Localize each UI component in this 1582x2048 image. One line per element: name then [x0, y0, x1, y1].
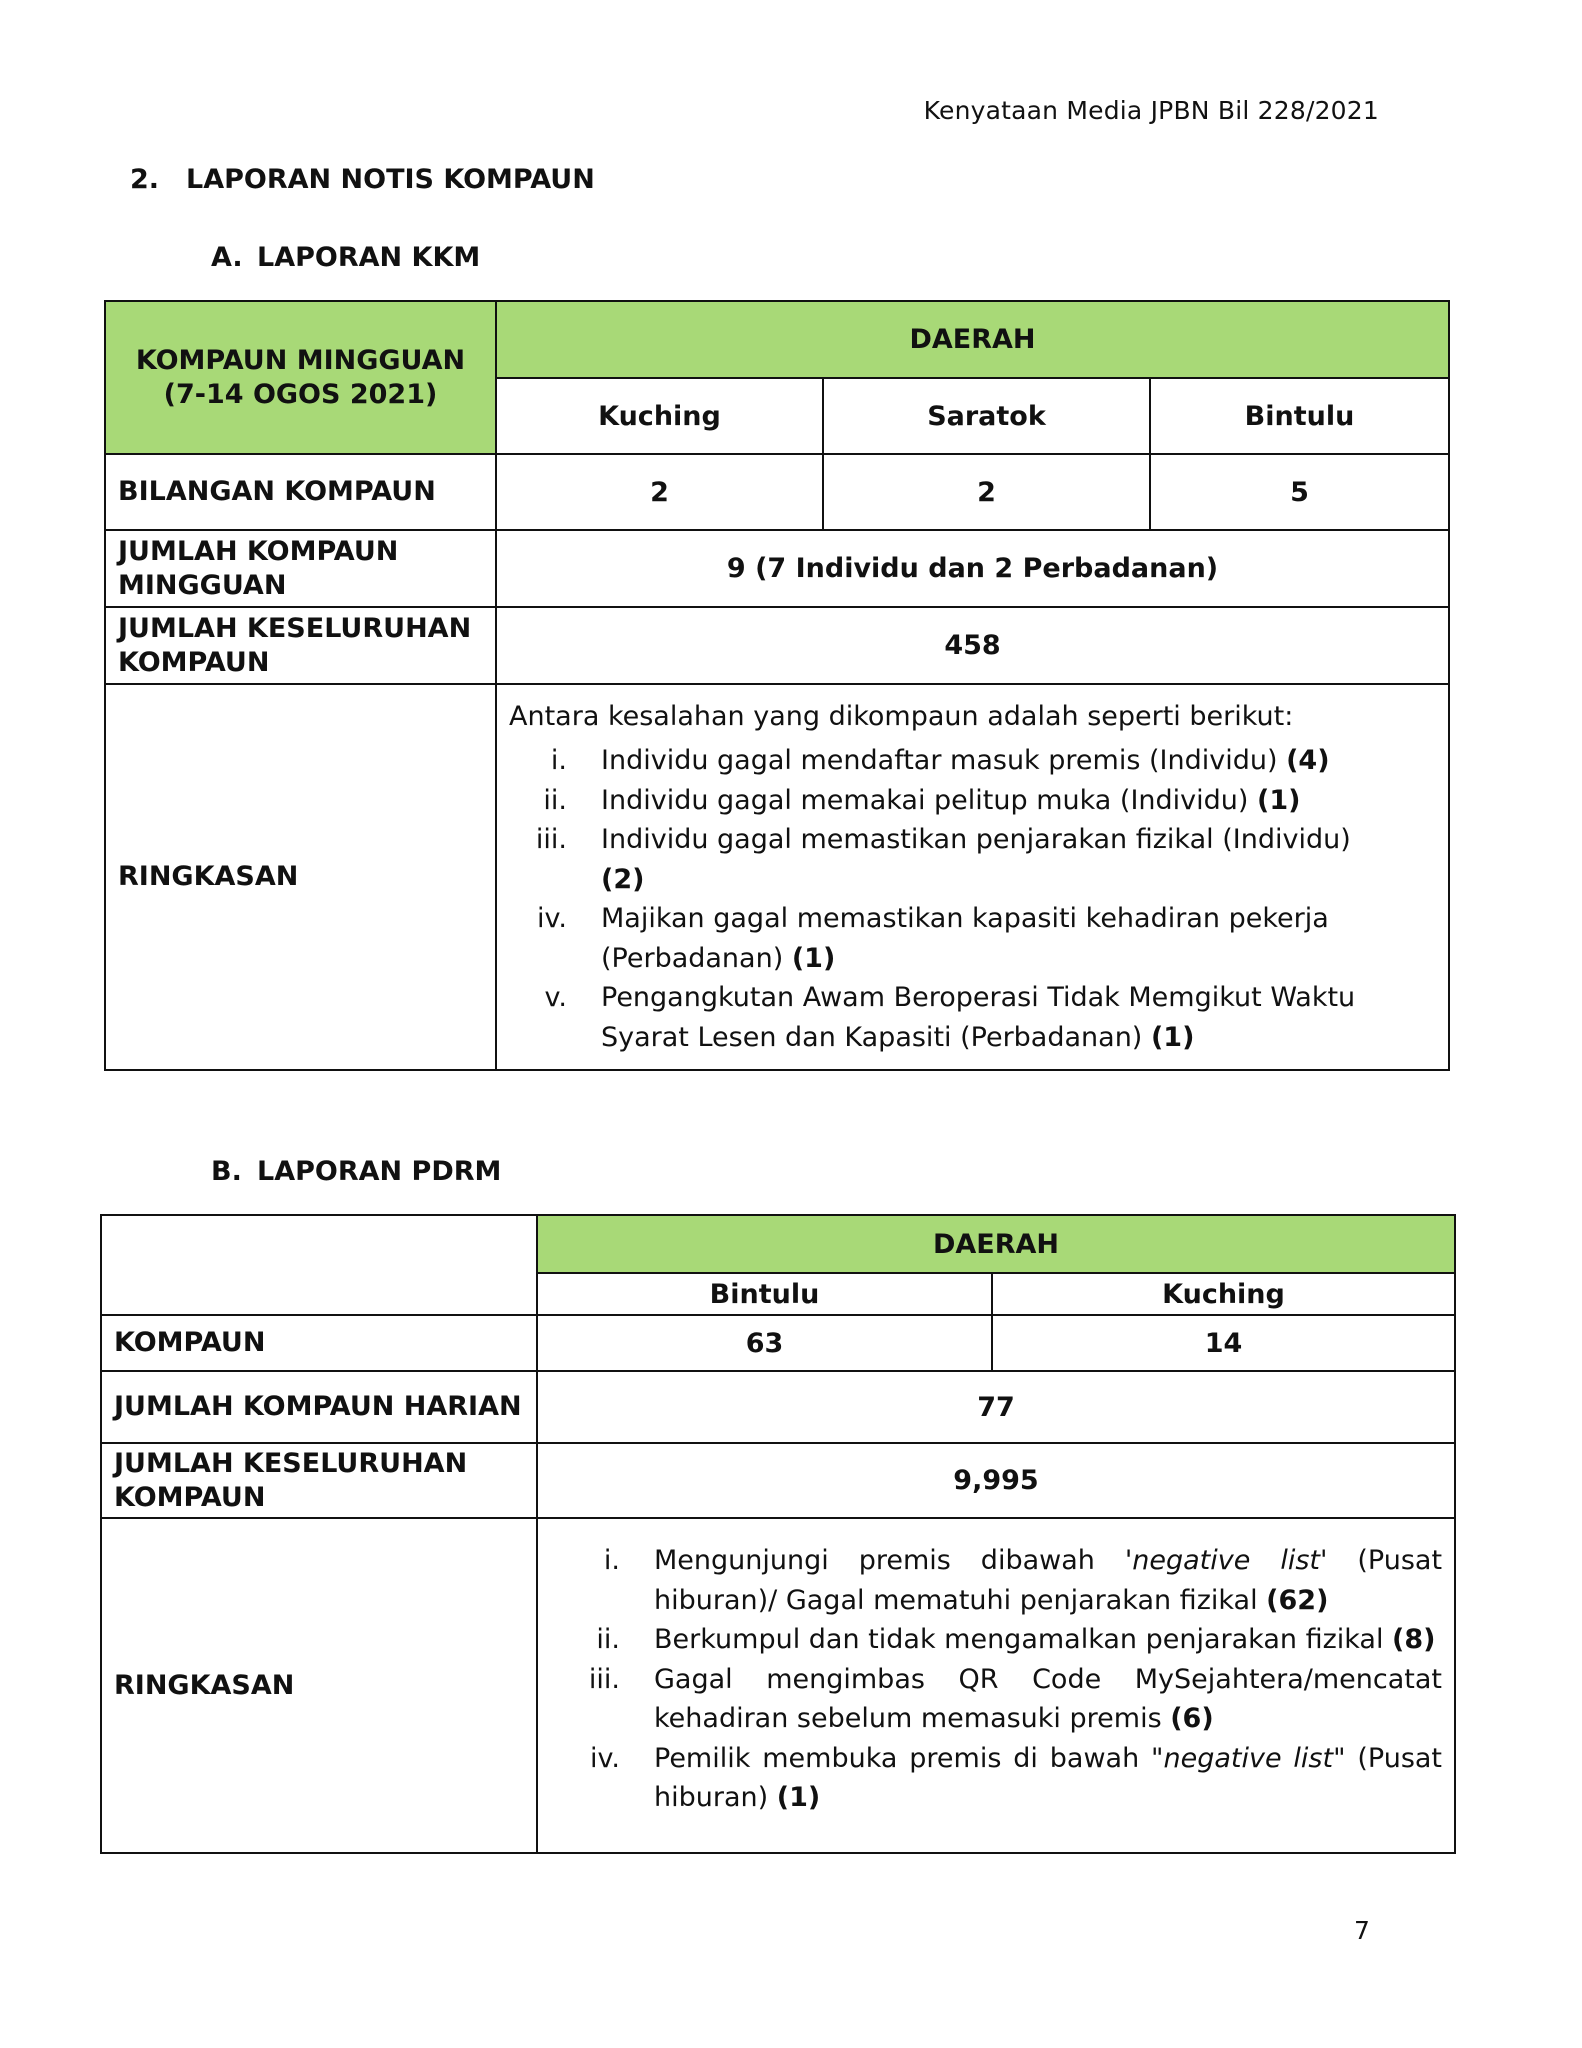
list-item-number: iii.	[535, 824, 567, 855]
list-item-body: Individu gagal mendaftar masuk premis (Individu)	[601, 745, 1287, 776]
pdrm-title: LAPORAN PDRM	[257, 1156, 502, 1187]
list-item-number: v.	[544, 982, 567, 1013]
list-item-text	[601, 741, 1402, 781]
section-title: LAPORAN NOTIS KOMPAUN	[186, 164, 595, 195]
list-item-text	[601, 820, 1402, 899]
list-item-number: iii.	[588, 1663, 620, 1695]
pdrm-harian-label: JUMLAH KOMPAUN HARIAN	[101, 1371, 537, 1443]
kkm-title: LAPORAN KKM	[257, 242, 481, 273]
kkm-ringkasan-list	[509, 741, 1402, 1057]
list-item-count: (1)	[776, 1782, 821, 1814]
list-item-text	[654, 1660, 1442, 1739]
pdrm-table	[100, 1214, 1456, 1854]
kkm-letter: A.	[211, 242, 243, 273]
list-item-number: ii.	[596, 1624, 620, 1656]
list-item-text	[601, 899, 1402, 978]
list-item-number: i.	[603, 1545, 620, 1577]
list-item	[550, 1620, 1442, 1660]
list-item-body: Gagal mengimbas QR Code MySejahtera/mencatat kehadiran sebelum memasuki premis	[654, 1663, 1443, 1735]
list-item-body: Pengangkutan Awam Beroperasi Tidak Memgikut Waktu Syarat Lesen dan Kapasiti (Perbadanan)	[601, 982, 1356, 1053]
list-item-body: Pemilik membuka premis di bawah	[654, 1742, 1152, 1774]
list-item-count: (1)	[1257, 784, 1301, 816]
document-reference: Kenyataan Media JPBN Bil 228/2021	[923, 96, 1379, 125]
list-item-count: (4)	[1286, 745, 1330, 776]
pdrm-ringkasan-list	[550, 1541, 1442, 1818]
list-item	[509, 899, 1402, 978]
list-item-italic: "negative list"	[1151, 1742, 1346, 1774]
list-item-body: Individu gagal memakai pelitup muka (Individu)	[601, 784, 1258, 816]
pdrm-district-bintulu: Bintulu	[537, 1273, 992, 1315]
pdrm-keseluruhan-value: 9,995	[537, 1443, 1455, 1518]
list-item-count: (62)	[1266, 1584, 1329, 1616]
pdrm-district-kuching: Kuching	[992, 1273, 1455, 1315]
list-item-count: (8)	[1392, 1624, 1436, 1656]
list-item-number: iv.	[590, 1742, 620, 1774]
list-item-body: Berkumpul dan tidak mengamalkan penjarakan fizikal	[654, 1624, 1393, 1656]
pdrm-keseluruhan-label: JUMLAH KESELURUHAN KOMPAUN	[101, 1443, 537, 1518]
list-item-text	[654, 1739, 1442, 1818]
pdrm-ringkasan-label: RINGKASAN	[101, 1518, 537, 1853]
kkm-ringkasan-cell	[496, 684, 1449, 1070]
kkm-bilangan-kuching: 2	[496, 454, 823, 530]
kkm-ringkasan-intro: Antara kesalahan yang dikompaun adalah seperti berikut:	[509, 701, 1294, 732]
pdrm-kompaun-label: KOMPAUN	[101, 1315, 537, 1371]
section-heading	[130, 164, 595, 195]
kkm-mingguan-label: JUMLAH KOMPAUN MINGGUAN	[105, 530, 496, 607]
kkm-keseluruhan-value: 458	[496, 607, 1449, 684]
pdrm-ringkasan-cell	[537, 1518, 1455, 1853]
list-item-count: (1)	[791, 942, 836, 974]
list-item-text	[601, 781, 1402, 821]
kkm-daerah-header: DAERAH	[496, 301, 1449, 378]
pdrm-letter: B.	[211, 1156, 242, 1187]
list-item-text	[654, 1620, 1442, 1660]
kkm-district-kuching: Kuching	[496, 378, 823, 454]
list-item-number: i.	[550, 745, 567, 776]
list-item-count: (6)	[1170, 1703, 1214, 1735]
list-item-text	[601, 978, 1402, 1057]
kkm-bilangan-saratok: 2	[823, 454, 1150, 530]
pdrm-kompaun-bintulu: 63	[537, 1315, 992, 1371]
list-item-count: (2)	[601, 863, 645, 895]
list-item-text	[654, 1541, 1442, 1620]
list-item-body: Individu gagal memastikan penjarakan fizikal (Individu)	[601, 824, 1351, 855]
page-number: 7	[1354, 1916, 1370, 1945]
list-item-body-end: (Pusat hiburan)/ Gagal mematuhi penjarakan fizikal	[654, 1545, 1443, 1616]
list-item	[550, 1739, 1442, 1818]
pdrm-daerah-header: DAERAH	[537, 1215, 1455, 1273]
kkm-ringkasan-label: RINGKASAN	[105, 684, 496, 1070]
list-item	[550, 1541, 1442, 1620]
kkm-heading	[211, 242, 480, 273]
list-item-body-end: (Pusat hiburan)	[654, 1742, 1443, 1814]
list-item-italic: 'negative list'	[1124, 1545, 1328, 1577]
section-number: 2.	[130, 164, 160, 195]
pdrm-heading	[211, 1156, 501, 1187]
list-item	[550, 1660, 1442, 1739]
kkm-corner-line2: (7-14 OGOS 2021)	[163, 378, 438, 410]
kkm-corner-line1: KOMPAUN MINGGUAN	[135, 344, 466, 376]
kkm-mingguan-value: 9 (7 Individu dan 2 Perbadanan)	[496, 530, 1449, 607]
list-item-number: ii.	[543, 784, 567, 816]
kkm-bilangan-bintulu: 5	[1150, 454, 1449, 530]
kkm-table	[104, 300, 1450, 1071]
list-item	[509, 741, 1402, 781]
kkm-corner-header	[105, 301, 496, 454]
kkm-district-saratok: Saratok	[823, 378, 1150, 454]
kkm-district-bintulu: Bintulu	[1150, 378, 1449, 454]
list-item-count: (1)	[1150, 1021, 1195, 1053]
pdrm-harian-value: 77	[537, 1371, 1455, 1443]
list-item	[509, 820, 1402, 899]
pdrm-corner-header	[101, 1215, 537, 1315]
list-item-number: iv.	[537, 903, 567, 934]
list-item-body: Mengunjungi premis dibawah	[654, 1545, 1125, 1577]
list-item-body: Majikan gagal memastikan kapasiti kehadiran pekerja (Perbadanan)	[601, 903, 1329, 974]
kkm-keseluruhan-label: JUMLAH KESELURUHAN KOMPAUN	[105, 607, 496, 684]
kkm-bilangan-label: BILANGAN KOMPAUN	[105, 454, 496, 530]
list-item	[509, 978, 1402, 1057]
list-item	[509, 781, 1402, 821]
pdrm-kompaun-kuching: 14	[992, 1315, 1455, 1371]
